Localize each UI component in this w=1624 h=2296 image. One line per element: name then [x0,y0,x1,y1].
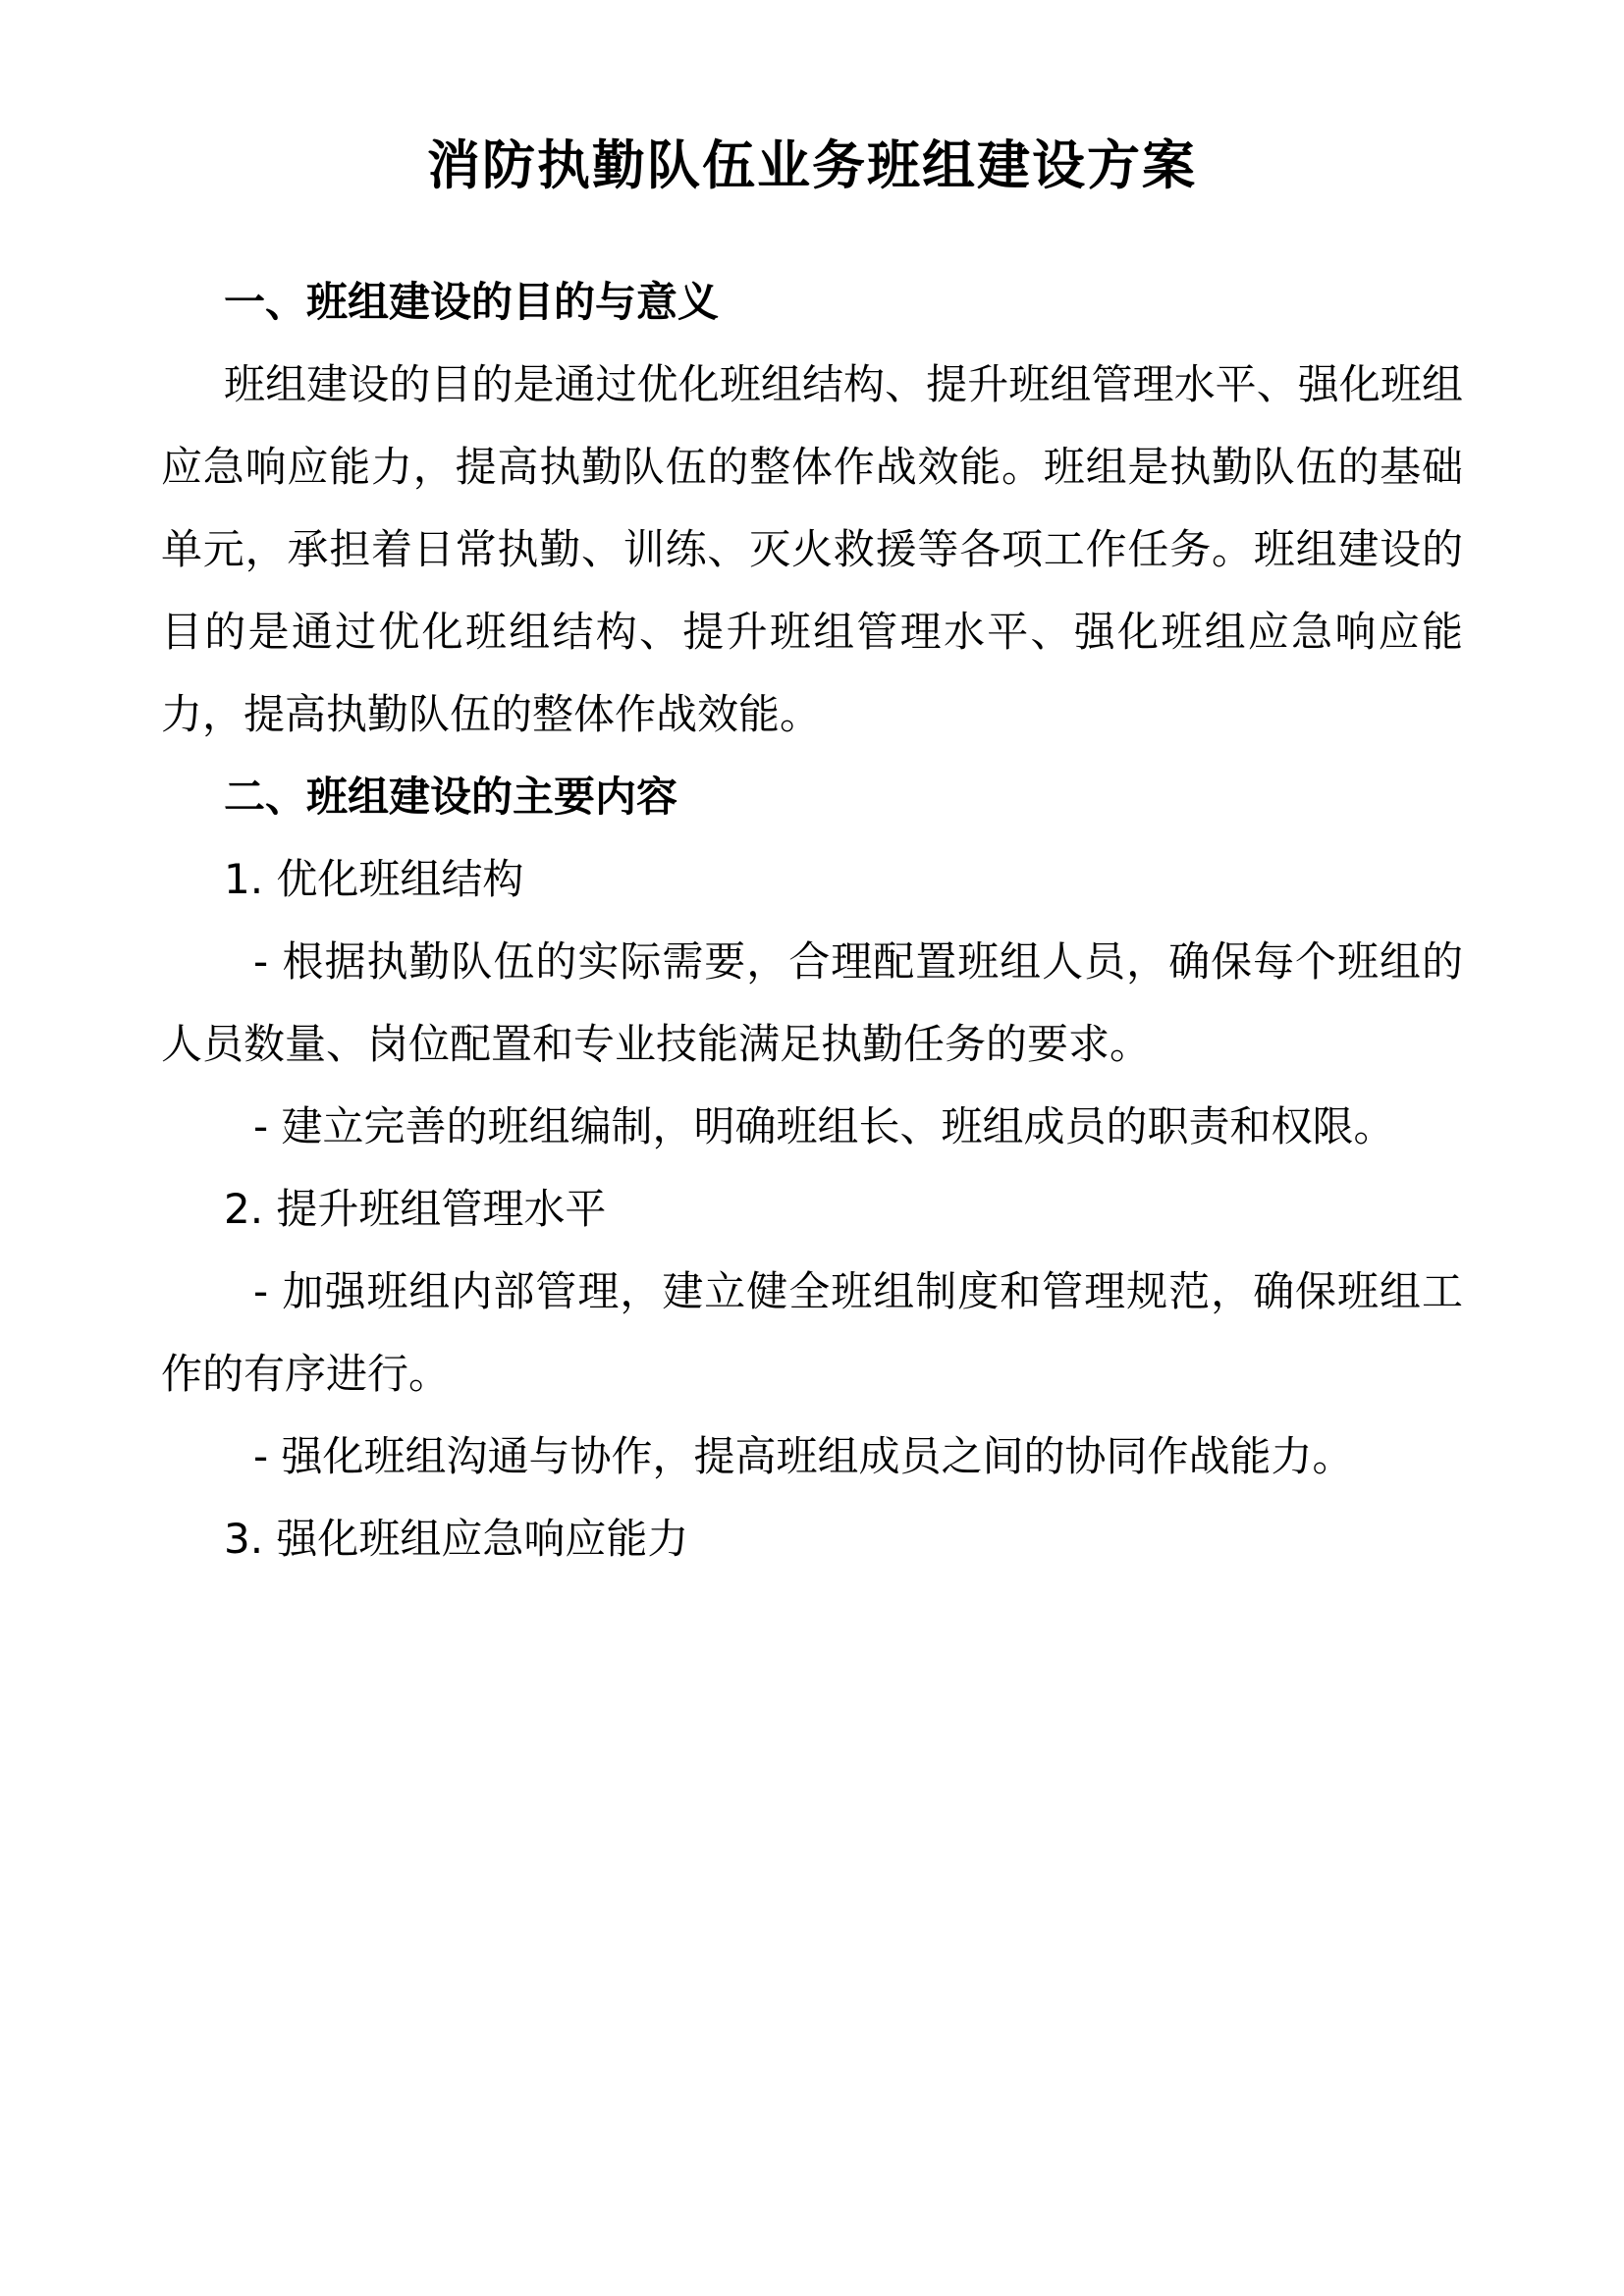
document-title: 消防执勤队伍业务班组建设方案 [427,133,1197,196]
paragraph: - 加强班组内部管理，建立健全班组制度和管理规范，确保班组工作的有序进行。 [161,1267,1463,1398]
paragraph: 1. 优化班组结构 [224,855,524,903]
paragraph: - 建立完善的班组编制，明确班组长、班组成员的职责和权限。 [253,1102,1395,1150]
paragraph: 2. 提升班组管理水平 [224,1185,607,1233]
paragraph: - 根据执勤队伍的实际需要，合理配置班组人员，确保每个班组的人员数量、岗位配置和专业技能满足执勤任务的要求。 [161,937,1463,1068]
paragraph: 班组建设的目的是通过优化班组结构、提升班组管理水平、强化班组应急响应能力，提高执勤队伍的整体作战效能。班组是执勤队伍的基础单元，承担着日常执勤、训练、灭火救援等各项工作任务。班组建设的目的是通过优化班组结构、提升班组管理水平、强化班组应急响应能力，提高执勤队伍的整体作战效能。 [161,360,1463,738]
paragraph: - 强化班组沟通与协作，提高班组成员之间的协同作战能力。 [253,1432,1354,1480]
section-heading: 一、班组建设的目的与意义 [224,278,720,326]
paragraph: 3. 强化班组应急响应能力 [224,1515,689,1563]
document-body [161,261,1463,1580]
section-heading: 二、班组建设的主要内容 [224,773,678,821]
